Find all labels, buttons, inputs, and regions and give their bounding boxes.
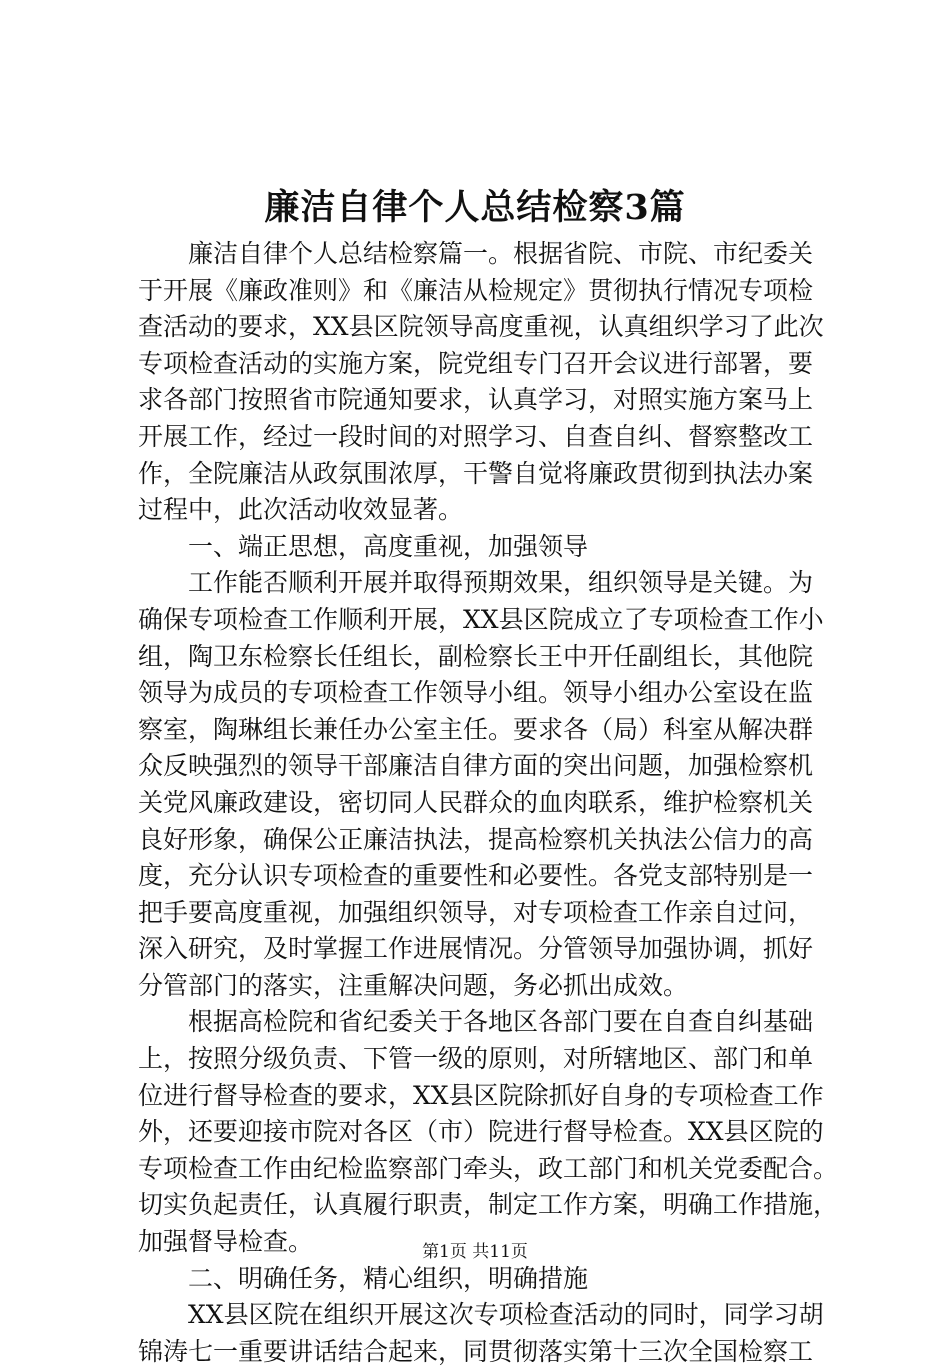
text-line: 一、端正思想，高度重视，加强领导: [138, 531, 589, 561]
document-title: 廉洁自律个人总结检察3篇: [264, 187, 686, 228]
text-line: 锦涛七一重要讲话结合起来，同贯彻落实第十三次全国检察工: [138, 1336, 814, 1366]
text-line: 专项检查活动的实施方案，院党组专门召开会议进行部署，要: [138, 348, 814, 378]
text-line: 求各部门按照省市院通知要求，认真学习，对照实施方案马上: [138, 385, 814, 415]
text-line: 位进行督导检查的要求，XX县区院除抓好自身的专项检查工作: [138, 1080, 824, 1110]
text-line: 分管部门的落实，注重解决问题，务必抓出成效。: [138, 970, 689, 1000]
text-line: 组，陶卫东检察长任组长，副检察长王中开任副组长，其他院: [138, 641, 814, 671]
text-line: 作，全院廉洁从政氛围浓厚，干警自觉将廉政贯彻到执法办案: [138, 458, 814, 488]
text-line: 过程中，此次活动收效显著。: [138, 495, 464, 525]
text-line: 廉洁自律个人总结检察篇一。根据省院、市院、市纪委关: [138, 239, 814, 268]
text-line: 加强督导检查。: [138, 1227, 314, 1257]
text-line: 根据高检院和省纪委关于各地区各部门要在自查自纠基础: [138, 1007, 814, 1037]
text-line: 于开展《廉政准则》和《廉洁从检规定》贯彻执行情况专项检: [138, 275, 814, 305]
text-line: 专项检查工作由纪检监察部门牵头，政工部门和机关党委配合。: [138, 1153, 839, 1183]
text-line: 工作能否顺利开展并取得预期效果，组织领导是关键。为: [138, 568, 814, 598]
text-line: XX县区院在组织开展这次专项检查活动的同时，同学习胡: [138, 1300, 824, 1330]
text-line: 上，按照分级负责、下管一级的原则，对所辖地区、部门和单: [138, 1044, 814, 1074]
text-line: 深入研究，及时掌握工作进展情况。分管领导加强协调，抓好: [138, 934, 814, 964]
text-line: 领导为成员的专项检查工作领导小组。领导小组办公室设在监: [138, 678, 814, 708]
text-line: 关党风廉政建设，密切同人民群众的血肉联系，维护检察机关: [138, 787, 814, 817]
text-line: 把手要高度重视，加强组织领导，对专项检查工作亲自过问，: [138, 897, 814, 927]
text-line: 切实负起责任，认真履行职责，制定工作方案，明确工作措施，: [138, 1190, 839, 1220]
text-line: 查活动的要求，XX县区院领导高度重视，认真组织学习了此次: [138, 312, 824, 342]
text-line: 二、明确任务，精心组织，明确措施: [138, 1263, 589, 1293]
text-line: 度，充分认识专项检查的重要性和必要性。各党支部特别是一: [138, 861, 814, 891]
document-body: [138, 236, 840, 1370]
text-line: 察室，陶琳组长兼任办公室主任。要求各（局）科室从解决群: [138, 714, 814, 744]
text-line: 确保专项检查工作顺利开展，XX县区院成立了专项检查工作小: [138, 604, 824, 634]
text-line: 良好形象，确保公正廉洁执法，提高检察机关执法公信力的高: [138, 824, 814, 854]
text-line: 众反映强烈的领导干部廉洁自律方面的突出问题，加强检察机: [138, 751, 814, 781]
page-footer: 第1页 共11页: [422, 1242, 528, 1262]
text-line: 外，还要迎接市院对各区（市）院进行督导检查。XX县区院的: [138, 1117, 824, 1147]
text-line: 开展工作，经过一段时间的对照学习、自查自纠、督察整改工: [138, 421, 814, 451]
